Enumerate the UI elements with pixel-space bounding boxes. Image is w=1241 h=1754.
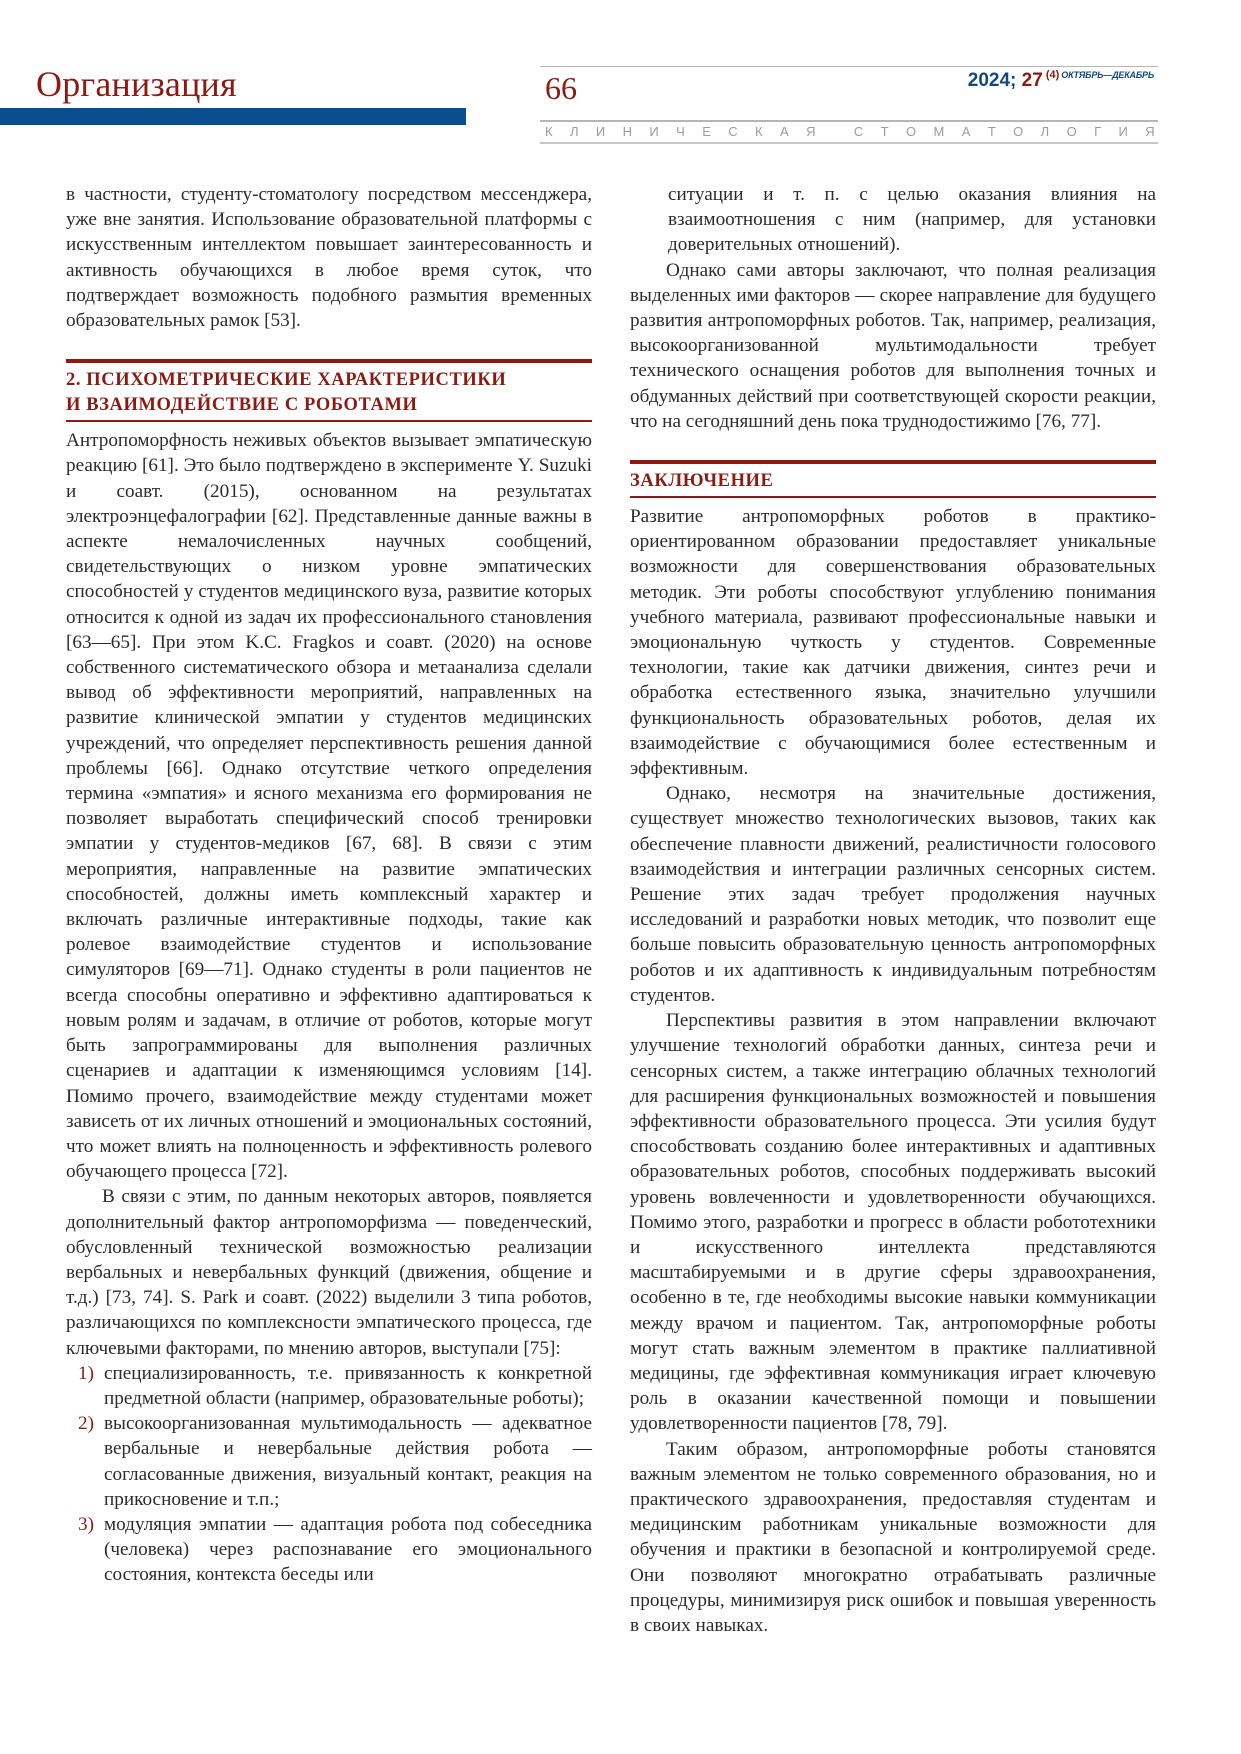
journal-letter: О: [1013, 124, 1024, 139]
paragraph: в частности, студенту-стоматологу посредством мессенджера, уже вне занятия. Использование образовательной платформы с искусственным интеллектом повышает заинтересованность и активность обучающихся в любое время суток, что подтверждает возможность подобного размытия временных образовательных рамок [53].: [66, 184, 592, 332]
journal-letter: С: [853, 124, 864, 139]
journal-title: [545, 125, 1155, 138]
paragraph: Перспективы развития в этом направлении включают улучшение технологий обработки данных, синтеза речи и сенсорных систем, а также интеграцию облачных технологий для расширения функциональных возможностей и повышения эффективности образовательного процесса. Эти усилия будут способствовать созданию более интерактивных и адаптивных образовательных роботов, способных поддерживать высокий уровень вовлеченности и удовлетворенности обучающихся. Помимо этого, разработки и прогресс в области робототехники и искусственного интеллекта представляются масштабируемыми и в другие сферы здравоохранения, особенно в те, где необходимы высокие навыки коммуникации между врачом и пациентом. Так, антропоморфные роботы могут стать важным элементом в практике паллиативной медицины, где эффективная коммуникация играет ключевую роль в оказании качественной помощи и повышении удовлетворенности пациентов [78, 79].: [630, 1010, 1156, 1435]
heading-rule-thin: [66, 420, 592, 422]
journal-letter: К: [755, 124, 763, 139]
issue-volume: 27: [1021, 70, 1043, 91]
list-number: 2): [78, 1413, 94, 1435]
page-number: 66: [545, 70, 577, 106]
section-heading: [66, 359, 592, 422]
journal-letter: Я: [1145, 124, 1155, 139]
section-title: Организация: [36, 64, 237, 104]
section-heading-title: [66, 363, 592, 418]
journal-letter: О: [906, 124, 917, 139]
journal-letter: Л: [1040, 124, 1050, 139]
paragraph: В связи с этим, по данным некоторых авторов, появляется дополнительный фактор антропоморфизма — поведенческий, обусловленный технической возможностью реализации вербальных и невербальных функций (движения, общение и т.д.) [73, 74]. S. Park и соавт. (2022) выделили 3 типа роботов, различающихся по комплексности эмпатического процесса, где ключевыми факторами, по мнению авторов, выступали [75]:: [66, 1186, 592, 1359]
journal-letter: И: [595, 124, 606, 139]
list-item-text: специализированность, т.е. привязанность к конкретной предметной области (например, образовательные роботы);: [104, 1362, 592, 1409]
numbered-list: [66, 1361, 592, 1588]
right-column: [630, 182, 1156, 1638]
header-rule-top: [540, 66, 1158, 67]
issue-year: 2024;: [967, 70, 1017, 91]
paragraph: Антропоморфность неживых объектов вызывает эмпатическую реакцию [61]. Это было подтверждено в эксперименте Y. Suzuki и соавт. (2015), основанном на результатах электроэнцефалографии [62]. Представленные данные важны в аспекте немалочисленных научных сообщений, свидетельствующих о низком уровне эмпатических способностей у студентов медицинского вуза, развитие которых относится к одной из задач их профессионального становления [63—65]. При этом K.C. Fragkos и соавт. (2020) на основе собственного систематического обзора и метаанализа сделали вывод об эффективности мероприятий, направленных на развитие клинической эмпатии у студентов медицинских учреждений, что определяет перспективность решения данной проблемы [66]. Однако отсутствие четкого определения термина «эмпатия» и ясного механизма его формирования не позволяет выработать специфический способ тренировки эмпатии у студентов-медиков [67, 68]. В связи с этим мероприятия, направленные на развитие эмпатических способностей, должны иметь комплексный характер и включать различные интерактивные подходы, такие как ролевое взаимодействие студентов и использование симуляторов [69—71]. Однако студенты в роли пациентов не всегда способны оперативно и эффективно адаптироваться к новым ролям и задачам, в отличие от роботов, которые могут быть запрограммированы для выполнения различных сценариев и адаптации к изменяющимся условиям [14]. Помимо прочего, взаимодействие между студентами может зависеть от их личных отношений и эмоциональных состояний, что может влиять на полноценность и эффективность ролевого обучающего процесса [72].: [66, 430, 592, 1183]
heading-line: 2. ПСИХОМЕТРИЧЕСКИЕ ХАРАКТЕРИСТИКИ: [66, 370, 507, 391]
journal-letter: М: [933, 124, 945, 139]
journal-letter: С: [728, 124, 738, 139]
list-item: [66, 1411, 592, 1512]
journal-letter: И: [649, 124, 659, 139]
issue-months: ОКТЯБРЬ—ДЕКАБРЬ: [1061, 70, 1154, 80]
journal-letter: Н: [622, 124, 633, 139]
header-rule-middle: [540, 120, 1158, 122]
paragraph: Таким образом, антропоморфные роботы становятся важным элементом не только современного образования, но и практического здравоохранения, предоставляя студентам и медицинским работникам уникальные возможности для обучения и практики в безопасной и контролируемой среде. Они позволяют многократно отрабатывать различные процедуры, минимизируя риск ошибок и повышая уверенность в своих навыках.: [630, 1438, 1156, 1636]
journal-word-gap: [833, 125, 837, 138]
heading-rule-thin: [630, 496, 1156, 498]
section-color-bar: [0, 108, 466, 125]
list-item: [66, 1361, 592, 1411]
journal-letter: К: [545, 124, 553, 139]
journal-letter: А: [780, 124, 789, 139]
journal-letter: Т: [880, 124, 889, 139]
journal-letter: И: [1118, 124, 1128, 139]
paragraph: Развитие антропоморфных роботов в практико-ориентированном образовании предоставляет уникальные возможности для совершенствования образовательных методик. Эти роботы способствуют углублению понимания учебного материала, развивают профессиональные навыки и эмоциональную чуткость у студентов. Современные технологии, такие как датчики движения, синтез речи и обработка естественного языка, значительно улучшили функциональность образовательных роботов, делая их взаимодействие с обучающимися более естественным и эффективным.: [630, 506, 1156, 780]
left-column: [66, 182, 592, 1588]
list-number: 1): [78, 1362, 94, 1384]
journal-letter: О: [1066, 124, 1077, 139]
journal-letter: Л: [569, 124, 579, 139]
issue-number: (4): [1045, 69, 1060, 81]
issue-info: [968, 70, 1154, 90]
list-item: [66, 1512, 592, 1588]
section-heading-title: ЗАКЛЮЧЕНИЕ: [630, 471, 774, 492]
list-number: 3): [78, 1513, 94, 1535]
journal-letter: Т: [987, 124, 996, 139]
list-item-text: модуляция эмпатии — адаптация робота под собеседника (человека) через распознавание его эмоционального состояния, контекста беседы или: [104, 1513, 592, 1586]
list-item-continuation: ситуации и т. п. с целью оказания влияния на взаимоотношения с ним (например, для установки доверительных отношений).: [668, 184, 1156, 256]
journal-letter: Е: [702, 124, 711, 139]
header-rule-bottom: [540, 142, 1158, 144]
journal-letter: Г: [1094, 124, 1102, 139]
paragraph: Однако, несмотря на значительные достижения, существует множество технологических вызовов, таких как обеспечение плавности движений, реалистичности голосового взаимодействия и интеграции различных сенсорных систем. Решение этих задач требует продолжения научных исследований и разработки новых методик, что позволит еще больше повысить образовательную ценность антропоморфных роботов и их адаптивность к индивидуальным потребностям студентов.: [630, 783, 1156, 1006]
heading-line: И ВЗАИМОДЕЙСТВИЕ С РОБОТАМИ: [66, 395, 418, 416]
journal-letter: Я: [806, 124, 816, 139]
section-heading: [630, 460, 1156, 498]
list-item-text: высокоорганизованная мультимодальность — адекватное вербальные и невербальные действия робота — согласованные движения, визуальный контакт, реакция на прикосновение и т.п.;: [104, 1413, 592, 1510]
journal-letter: А: [961, 124, 971, 139]
paragraph: Однако сами авторы заключают, что полная реализация выделенных ими факторов — скорее направление для будущего развития антропоморфных роботов. Так, например, реализация, высокоорганизованной мультимодальности требует технического оснащения роботов для выполнения точных и обдуманных действий при соответствующей скорости реакции, что на сегодняшний день пока труднодостижимо [76, 77].: [630, 259, 1156, 432]
journal-letter: Ч: [676, 124, 685, 139]
